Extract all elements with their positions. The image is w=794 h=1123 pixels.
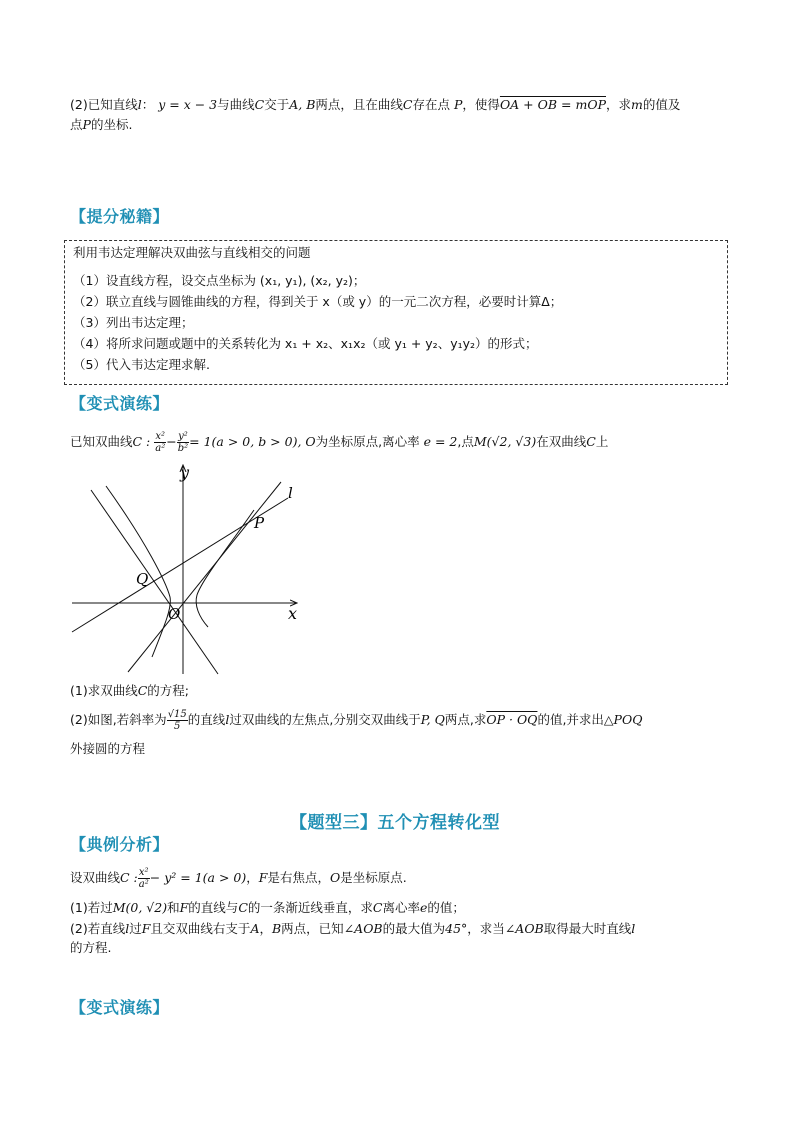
tips-item-2: （2）联立直线与圆锥曲线的方程，得到关于 x（或 y）的一元二次方程，必要时计算Δ； bbox=[73, 294, 563, 309]
variant-q2-line-1: (2)如图,若斜率为 $\frac{√15}{5}$ 的直线l过双曲线的左焦点,分别交双曲线于P, Q两点,求OP · OQ的值,并求出△POQ bbox=[70, 709, 643, 732]
example-heading: 【典例分析】 bbox=[70, 835, 170, 854]
type3-title: 【题型三】五个方程转化型 bbox=[290, 813, 500, 833]
fraction-x2-a2-type3: $\frac{\text{x²}}{\text{a²}}$ bbox=[138, 867, 149, 890]
tips-title: 利用韦达定理解决双曲弦与直线相交的问题 bbox=[73, 245, 311, 260]
point-P-label: P bbox=[254, 514, 265, 532]
x-label: x bbox=[288, 604, 298, 623]
variant-heading-2: 【变式演练】 bbox=[70, 998, 170, 1017]
fraction-sqrt15-5: $\frac{√15}{5}$ bbox=[167, 709, 187, 732]
tips-item-3: （3）列出韦达定理； bbox=[73, 315, 194, 330]
asymptote-1 bbox=[91, 490, 218, 674]
type3-stem: 设双曲线C : $\frac{\text{x²}}{\text{a²}}$ − y² = 1(a > 0)，F是右焦点，O是坐标原点. bbox=[70, 867, 407, 890]
type3-q1: (1)若过M(0, √2)和F的直线与C的一条渐近线垂直，求C离心率e的值； bbox=[70, 900, 465, 915]
right-branch bbox=[196, 510, 254, 627]
question-2-line-2: 点P的坐标. bbox=[70, 117, 133, 132]
tips-item-1: （1）设直线方程，设交点坐标为 (x₁, y₁), (x₂, y₂)； bbox=[73, 273, 366, 288]
fraction-x2-a2: $\frac{\text{x²}}{\text{a²}}$ bbox=[155, 431, 166, 454]
variant-heading-1: 【变式演练】 bbox=[70, 394, 170, 413]
origin-label: O bbox=[168, 605, 181, 623]
tips-heading: 【提分秘籍】 bbox=[70, 207, 170, 226]
variant-stem: 已知双曲线C : $\frac{\text{x²}}{\text{a²}}$ − $\frac{\text{y²}}{\text{b²}}$ = 1(a > 0, b > 0), O为坐标原点,离心率 e = 2,点M(√2, √3)在双曲线C上 bbox=[70, 431, 609, 454]
hyperbola-graph bbox=[66, 462, 306, 680]
tips-box bbox=[64, 240, 728, 385]
variant-q2-line-2: 外接圆的方程 bbox=[70, 741, 146, 756]
point-Q-label: Q bbox=[136, 570, 149, 588]
l-label: l bbox=[288, 484, 293, 502]
type3-q2-line-2: 的方程. bbox=[70, 940, 112, 955]
type3-q2-line-1: (2)若直线l过F且交双曲线右支于A，B两点，已知∠AOB的最大值为45°，求当∠AOB取得最大时直线l bbox=[70, 921, 636, 936]
fraction-y2-b2: $\frac{\text{y²}}{\text{b²}}$ bbox=[177, 431, 189, 454]
tips-item-5: （5）代入韦达定理求解. bbox=[73, 357, 210, 372]
tips-item-4: （4）将所求问题或题中的关系转化为 x₁ + x₂、x₁x₂（或 y₁ + y₂、y₁y₂）的形式； bbox=[73, 336, 538, 351]
variant-q1: (1)求双曲线C的方程; bbox=[70, 683, 190, 698]
y-label: y bbox=[180, 463, 190, 482]
question-2-line-1: (2)已知直线l： y = x − 3与曲线C交于A, B两点，且在曲线C存在点 P，使得OA + OB = mOP，求m的值及 bbox=[70, 97, 681, 112]
